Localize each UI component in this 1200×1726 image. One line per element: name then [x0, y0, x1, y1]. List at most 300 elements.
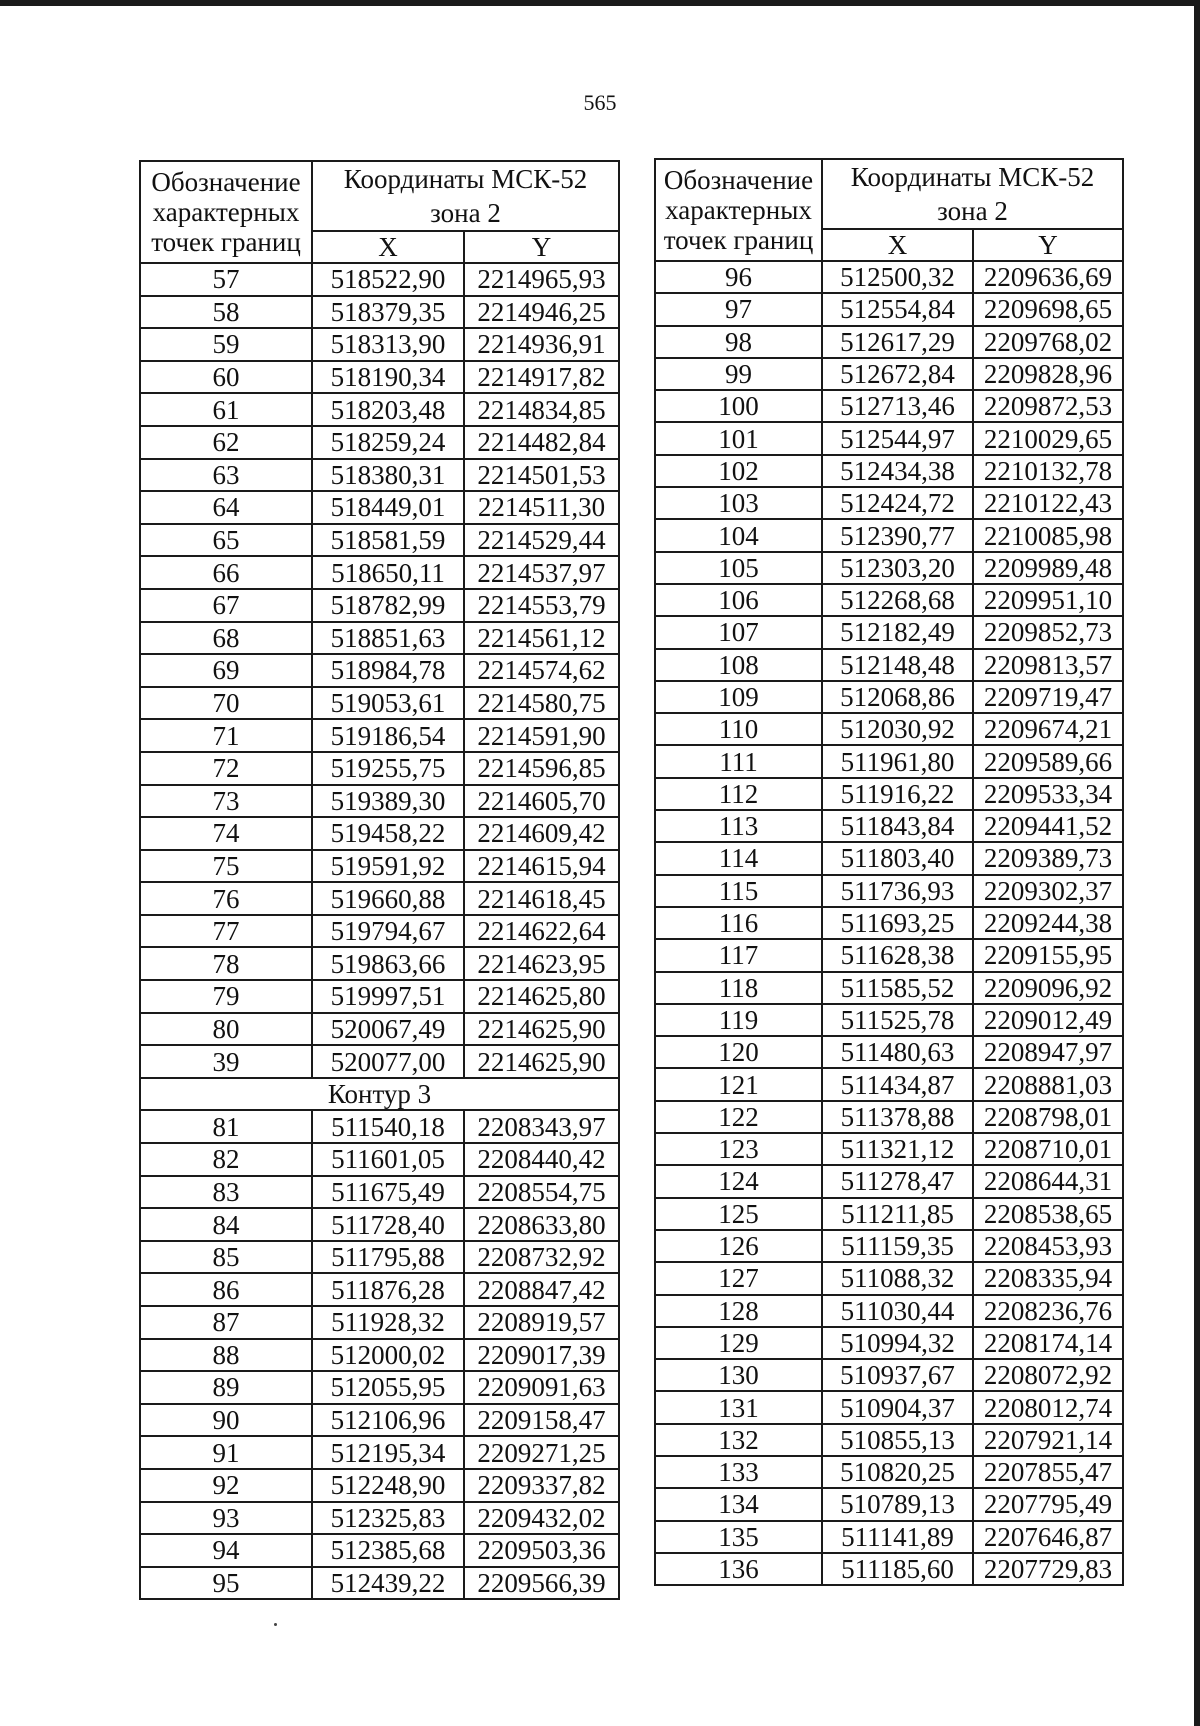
point-number-cell: 104 — [655, 519, 822, 551]
table-row — [655, 390, 1123, 422]
x-coordinate-cell: 512500,32 — [822, 261, 973, 293]
y-coordinate-cell: 2209244,38 — [973, 907, 1123, 939]
point-number-cell: 134 — [655, 1488, 822, 1520]
y-coordinate-cell: 2210122,43 — [973, 487, 1123, 519]
table-row — [140, 1143, 619, 1176]
point-number-cell: 95 — [140, 1567, 312, 1600]
x-coordinate-cell: 518190,34 — [312, 361, 464, 394]
x-coordinate-cell: 511480,63 — [822, 1036, 973, 1068]
y-coordinate-cell: 2207921,14 — [973, 1424, 1123, 1456]
column-header-x: X — [822, 229, 973, 261]
x-coordinate-cell: 518379,35 — [312, 296, 464, 329]
x-coordinate-cell: 512439,22 — [312, 1567, 464, 1600]
point-number-cell: 118 — [655, 972, 822, 1004]
x-coordinate-cell: 519660,88 — [312, 882, 464, 915]
y-coordinate-cell: 2210085,98 — [973, 519, 1123, 551]
y-coordinate-cell: 2208644,31 — [973, 1165, 1123, 1197]
table-row — [140, 654, 619, 687]
x-coordinate-cell: 519186,54 — [312, 719, 464, 752]
table-row — [140, 882, 619, 915]
point-number-cell: 122 — [655, 1101, 822, 1133]
y-coordinate-cell: 2214561,12 — [464, 622, 619, 655]
y-coordinate-cell: 2214618,45 — [464, 882, 619, 915]
point-number-cell: 94 — [140, 1534, 312, 1567]
column-header-point-label — [655, 159, 822, 261]
y-coordinate-cell: 2210029,65 — [973, 422, 1123, 454]
x-coordinate-cell: 512617,29 — [822, 326, 973, 358]
x-coordinate-cell: 518380,31 — [312, 459, 464, 492]
table-row — [655, 939, 1123, 971]
x-coordinate-cell: 519255,75 — [312, 752, 464, 785]
y-coordinate-cell: 2208174,14 — [973, 1327, 1123, 1359]
table-row — [655, 293, 1123, 325]
table-row — [655, 261, 1123, 293]
point-number-cell: 112 — [655, 778, 822, 810]
point-number-cell: 60 — [140, 361, 312, 394]
y-coordinate-cell: 2208538,65 — [973, 1198, 1123, 1230]
table-row — [655, 713, 1123, 745]
header-coords-line: зона 2 — [430, 198, 501, 228]
x-coordinate-cell: 512248,90 — [312, 1469, 464, 1502]
column-header-x: X — [312, 231, 464, 263]
point-number-cell: 74 — [140, 817, 312, 850]
point-number-cell: 92 — [140, 1469, 312, 1502]
x-coordinate-cell: 518650,11 — [312, 556, 464, 589]
table-row — [140, 1241, 619, 1274]
x-coordinate-cell: 512325,83 — [312, 1502, 464, 1535]
x-coordinate-cell: 511030,44 — [822, 1295, 973, 1327]
x-coordinate-cell: 512106,96 — [312, 1404, 464, 1437]
table-row — [655, 1295, 1123, 1327]
point-number-cell: 58 — [140, 296, 312, 329]
x-coordinate-cell: 511628,38 — [822, 939, 973, 971]
point-number-cell: 111 — [655, 745, 822, 777]
y-coordinate-cell: 2209091,63 — [464, 1371, 619, 1404]
y-coordinate-cell: 2214609,42 — [464, 817, 619, 850]
column-header-point-label — [140, 161, 312, 263]
table-row — [655, 681, 1123, 713]
x-coordinate-cell: 511141,89 — [822, 1521, 973, 1553]
point-number-cell: 89 — [140, 1371, 312, 1404]
x-coordinate-cell: 512030,92 — [822, 713, 973, 745]
y-coordinate-cell: 2209768,02 — [973, 326, 1123, 358]
x-coordinate-cell: 512148,48 — [822, 649, 973, 681]
point-number-cell: 71 — [140, 719, 312, 752]
y-coordinate-cell: 2214965,93 — [464, 263, 619, 296]
point-number-cell: 82 — [140, 1143, 312, 1176]
x-coordinate-cell: 511736,93 — [822, 875, 973, 907]
y-coordinate-cell: 2209012,49 — [973, 1004, 1123, 1036]
table-row — [140, 1567, 619, 1600]
x-coordinate-cell: 519997,51 — [312, 980, 464, 1013]
table-row — [140, 459, 619, 492]
x-coordinate-cell: 512385,68 — [312, 1534, 464, 1567]
table-row — [140, 393, 619, 426]
x-coordinate-cell: 512182,49 — [822, 616, 973, 648]
y-coordinate-cell: 2208072,92 — [973, 1359, 1123, 1391]
table-row — [140, 1110, 619, 1143]
table-row — [140, 947, 619, 980]
header-coords-line: Координаты МСК-52 — [850, 162, 1095, 192]
table-row — [140, 1208, 619, 1241]
y-coordinate-cell: 2209698,65 — [973, 293, 1123, 325]
table-row — [140, 1306, 619, 1339]
table-row — [140, 1339, 619, 1372]
x-coordinate-cell: 511728,40 — [312, 1208, 464, 1241]
y-coordinate-cell: 2214482,84 — [464, 426, 619, 459]
x-coordinate-cell: 511601,05 — [312, 1143, 464, 1176]
column-header-coordinates — [822, 159, 1123, 229]
y-coordinate-cell: 2207646,87 — [973, 1521, 1123, 1553]
x-coordinate-cell: 510904,37 — [822, 1391, 973, 1423]
table-row — [655, 875, 1123, 907]
table-row — [655, 1327, 1123, 1359]
y-coordinate-cell: 2209872,53 — [973, 390, 1123, 422]
x-coordinate-cell: 511185,60 — [822, 1553, 973, 1585]
y-coordinate-cell: 2208554,75 — [464, 1176, 619, 1209]
header-label-line: характерных — [152, 197, 300, 227]
y-coordinate-cell: 2209636,69 — [973, 261, 1123, 293]
x-coordinate-cell: 511795,88 — [312, 1241, 464, 1274]
point-number-cell: 86 — [140, 1273, 312, 1306]
y-coordinate-cell: 2208881,03 — [973, 1068, 1123, 1100]
point-number-cell: 115 — [655, 875, 822, 907]
table-row — [140, 719, 619, 752]
x-coordinate-cell: 510994,32 — [822, 1327, 973, 1359]
table-row — [140, 1502, 619, 1535]
table-row — [655, 422, 1123, 454]
table-row — [655, 649, 1123, 681]
y-coordinate-cell: 2214537,97 — [464, 556, 619, 589]
table-row — [655, 1553, 1123, 1585]
x-coordinate-cell: 511159,35 — [822, 1230, 973, 1262]
x-coordinate-cell: 512544,97 — [822, 422, 973, 454]
table-row — [140, 1469, 619, 1502]
y-coordinate-cell: 2209271,25 — [464, 1436, 619, 1469]
header-coords-line: зона 2 — [937, 196, 1008, 226]
y-coordinate-cell: 2207729,83 — [973, 1553, 1123, 1585]
x-coordinate-cell: 518203,48 — [312, 393, 464, 426]
y-coordinate-cell: 2214615,94 — [464, 850, 619, 883]
x-coordinate-cell: 511843,84 — [822, 810, 973, 842]
point-number-cell: 83 — [140, 1176, 312, 1209]
y-coordinate-cell: 2210132,78 — [973, 455, 1123, 487]
y-coordinate-cell: 2208440,42 — [464, 1143, 619, 1176]
y-coordinate-cell: 2214580,75 — [464, 687, 619, 720]
scan-speck — [274, 1623, 277, 1626]
point-number-cell: 84 — [140, 1208, 312, 1241]
y-coordinate-cell: 2209533,34 — [973, 778, 1123, 810]
table-row — [140, 524, 619, 557]
y-coordinate-cell: 2209589,66 — [973, 745, 1123, 777]
x-coordinate-cell: 511378,88 — [822, 1101, 973, 1133]
header-label-line: характерных — [665, 195, 812, 225]
table-row — [655, 1488, 1123, 1520]
y-coordinate-cell: 2209566,39 — [464, 1567, 619, 1600]
table-row — [140, 1273, 619, 1306]
table-row — [655, 1198, 1123, 1230]
y-coordinate-cell: 2208012,74 — [973, 1391, 1123, 1423]
x-coordinate-cell: 520067,49 — [312, 1013, 464, 1046]
table-row — [140, 491, 619, 524]
table-row — [655, 519, 1123, 551]
y-coordinate-cell: 2209951,10 — [973, 584, 1123, 616]
point-number-cell: 100 — [655, 390, 822, 422]
point-number-cell: 105 — [655, 552, 822, 584]
y-coordinate-cell: 2214623,95 — [464, 947, 619, 980]
point-number-cell: 106 — [655, 584, 822, 616]
table-row — [655, 552, 1123, 584]
table-row — [655, 1521, 1123, 1553]
page-number: 565 — [583, 90, 617, 115]
y-coordinate-cell: 2214605,70 — [464, 785, 619, 818]
point-number-cell: 108 — [655, 649, 822, 681]
point-number-cell: 136 — [655, 1553, 822, 1585]
x-coordinate-cell: 519389,30 — [312, 785, 464, 818]
x-coordinate-cell: 511803,40 — [822, 842, 973, 874]
point-number-cell: 131 — [655, 1391, 822, 1423]
x-coordinate-cell: 512713,46 — [822, 390, 973, 422]
x-coordinate-cell: 518522,90 — [312, 263, 464, 296]
table-row — [655, 1262, 1123, 1294]
x-coordinate-cell: 512672,84 — [822, 358, 973, 390]
table-row — [140, 785, 619, 818]
x-coordinate-cell: 512055,95 — [312, 1371, 464, 1404]
x-coordinate-cell: 511211,85 — [822, 1198, 973, 1230]
table-row — [140, 263, 619, 296]
table-row — [655, 1165, 1123, 1197]
table-row — [655, 358, 1123, 390]
table-row — [655, 1101, 1123, 1133]
y-coordinate-cell: 2209389,73 — [973, 842, 1123, 874]
y-coordinate-cell: 2208710,01 — [973, 1133, 1123, 1165]
x-coordinate-cell: 511525,78 — [822, 1004, 973, 1036]
x-coordinate-cell: 510855,13 — [822, 1424, 973, 1456]
point-number-cell: 109 — [655, 681, 822, 713]
table-row — [655, 1391, 1123, 1423]
point-number-cell: 129 — [655, 1327, 822, 1359]
point-number-cell: 110 — [655, 713, 822, 745]
table-row — [655, 810, 1123, 842]
table-row — [140, 1371, 619, 1404]
point-number-cell: 121 — [655, 1068, 822, 1100]
header-coords-line: Координаты МСК-52 — [343, 164, 588, 194]
y-coordinate-cell: 2209719,47 — [973, 681, 1123, 713]
table-row — [655, 1068, 1123, 1100]
point-number-cell: 59 — [140, 328, 312, 361]
x-coordinate-cell: 512390,77 — [822, 519, 973, 551]
x-coordinate-cell: 511321,12 — [822, 1133, 973, 1165]
point-number-cell: 73 — [140, 785, 312, 818]
x-coordinate-cell: 511693,25 — [822, 907, 973, 939]
table-row — [655, 1359, 1123, 1391]
point-number-cell: 114 — [655, 842, 822, 874]
point-number-cell: 81 — [140, 1110, 312, 1143]
point-number-cell: 72 — [140, 752, 312, 785]
point-number-cell: 79 — [140, 980, 312, 1013]
table-row — [655, 1004, 1123, 1036]
contour-label: Контур 3 — [140, 1078, 619, 1111]
table-row — [140, 1176, 619, 1209]
y-coordinate-cell: 2214511,30 — [464, 491, 619, 524]
table-row — [140, 1013, 619, 1046]
y-coordinate-cell: 2214834,85 — [464, 393, 619, 426]
y-coordinate-cell: 2209096,92 — [973, 972, 1123, 1004]
point-number-cell: 127 — [655, 1262, 822, 1294]
point-number-cell: 132 — [655, 1424, 822, 1456]
point-number-cell: 61 — [140, 393, 312, 426]
point-number-cell: 80 — [140, 1013, 312, 1046]
point-number-cell: 57 — [140, 263, 312, 296]
x-coordinate-cell: 512000,02 — [312, 1339, 464, 1372]
table-row — [140, 1045, 619, 1078]
y-coordinate-cell: 2209441,52 — [973, 810, 1123, 842]
x-coordinate-cell: 519053,61 — [312, 687, 464, 720]
point-number-cell: 133 — [655, 1456, 822, 1488]
y-coordinate-cell: 2214574,62 — [464, 654, 619, 687]
table-row — [140, 426, 619, 459]
x-coordinate-cell: 512068,86 — [822, 681, 973, 713]
table-row — [140, 328, 619, 361]
point-number-cell: 90 — [140, 1404, 312, 1437]
x-coordinate-cell: 518581,59 — [312, 524, 464, 557]
y-coordinate-cell: 2209155,95 — [973, 939, 1123, 971]
table-row — [655, 745, 1123, 777]
x-coordinate-cell: 518851,63 — [312, 622, 464, 655]
point-number-cell: 124 — [655, 1165, 822, 1197]
header-label-line: точек границ — [663, 225, 814, 255]
x-coordinate-cell: 512424,72 — [822, 487, 973, 519]
table-row — [140, 296, 619, 329]
column-header-y: Y — [464, 231, 619, 263]
table-row — [140, 752, 619, 785]
table-row — [655, 487, 1123, 519]
y-coordinate-cell: 2214625,80 — [464, 980, 619, 1013]
y-coordinate-cell: 2209017,39 — [464, 1339, 619, 1372]
table-row — [655, 972, 1123, 1004]
x-coordinate-cell: 518782,99 — [312, 589, 464, 622]
point-number-cell: 123 — [655, 1133, 822, 1165]
y-coordinate-cell: 2208453,93 — [973, 1230, 1123, 1262]
point-number-cell: 69 — [140, 654, 312, 687]
x-coordinate-cell: 511876,28 — [312, 1273, 464, 1306]
x-coordinate-cell: 511961,80 — [822, 745, 973, 777]
y-coordinate-cell: 2214625,90 — [464, 1013, 619, 1046]
x-coordinate-cell: 511540,18 — [312, 1110, 464, 1143]
point-number-cell: 39 — [140, 1045, 312, 1078]
header-label-line: точек границ — [151, 227, 301, 257]
point-number-cell: 130 — [655, 1359, 822, 1391]
x-coordinate-cell: 511675,49 — [312, 1176, 464, 1209]
point-number-cell: 70 — [140, 687, 312, 720]
x-coordinate-cell: 510789,13 — [822, 1488, 973, 1520]
x-coordinate-cell: 519794,67 — [312, 915, 464, 948]
table-row — [655, 455, 1123, 487]
y-coordinate-cell: 2208847,42 — [464, 1273, 619, 1306]
table-row — [140, 589, 619, 622]
x-coordinate-cell: 511088,32 — [822, 1262, 973, 1294]
table-row — [140, 1534, 619, 1567]
table-row — [140, 1404, 619, 1437]
point-number-cell: 87 — [140, 1306, 312, 1339]
x-coordinate-cell: 512303,20 — [822, 552, 973, 584]
y-coordinate-cell: 2209503,36 — [464, 1534, 619, 1567]
scan-border-right — [1194, 0, 1200, 1726]
y-coordinate-cell: 2209337,82 — [464, 1469, 619, 1502]
point-number-cell: 64 — [140, 491, 312, 524]
table-row — [655, 778, 1123, 810]
x-coordinate-cell: 511928,32 — [312, 1306, 464, 1339]
point-number-cell: 103 — [655, 487, 822, 519]
y-coordinate-cell: 2209432,02 — [464, 1502, 619, 1535]
table-row — [655, 1456, 1123, 1488]
point-number-cell: 88 — [140, 1339, 312, 1372]
x-coordinate-cell: 518259,24 — [312, 426, 464, 459]
x-coordinate-cell: 510820,25 — [822, 1456, 973, 1488]
y-coordinate-cell: 2209852,73 — [973, 616, 1123, 648]
x-coordinate-cell: 518984,78 — [312, 654, 464, 687]
point-number-cell: 97 — [655, 293, 822, 325]
y-coordinate-cell: 2214529,44 — [464, 524, 619, 557]
table-row — [140, 915, 619, 948]
table-row — [655, 1133, 1123, 1165]
x-coordinate-cell: 518449,01 — [312, 491, 464, 524]
point-number-cell: 67 — [140, 589, 312, 622]
column-header-coordinates — [312, 161, 619, 231]
table-row — [655, 842, 1123, 874]
x-coordinate-cell: 512434,38 — [822, 455, 973, 487]
header-label-line: Обозначение — [151, 167, 301, 197]
y-coordinate-cell: 2207855,47 — [973, 1456, 1123, 1488]
x-coordinate-cell: 512554,84 — [822, 293, 973, 325]
x-coordinate-cell: 519863,66 — [312, 947, 464, 980]
y-coordinate-cell: 2214622,64 — [464, 915, 619, 948]
point-number-cell: 125 — [655, 1198, 822, 1230]
x-coordinate-cell: 511278,47 — [822, 1165, 973, 1197]
point-number-cell: 76 — [140, 882, 312, 915]
point-number-cell: 75 — [140, 850, 312, 883]
y-coordinate-cell: 2209302,37 — [973, 875, 1123, 907]
y-coordinate-cell: 2208633,80 — [464, 1208, 619, 1241]
x-coordinate-cell: 512268,68 — [822, 584, 973, 616]
y-coordinate-cell: 2207795,49 — [973, 1488, 1123, 1520]
x-coordinate-cell: 520077,00 — [312, 1045, 464, 1078]
table-row — [655, 616, 1123, 648]
x-coordinate-cell: 510937,67 — [822, 1359, 973, 1391]
y-coordinate-cell: 2214501,53 — [464, 459, 619, 492]
table-row — [140, 850, 619, 883]
y-coordinate-cell: 2209813,57 — [973, 649, 1123, 681]
table-row — [655, 1424, 1123, 1456]
table-row — [655, 1230, 1123, 1262]
column-header-y: Y — [973, 229, 1123, 261]
point-number-cell: 85 — [140, 1241, 312, 1274]
table-row — [655, 326, 1123, 358]
table-row — [140, 556, 619, 589]
point-number-cell: 117 — [655, 939, 822, 971]
point-number-cell: 78 — [140, 947, 312, 980]
point-number-cell: 91 — [140, 1436, 312, 1469]
table-row — [140, 1436, 619, 1469]
y-coordinate-cell: 2214596,85 — [464, 752, 619, 785]
point-number-cell: 107 — [655, 616, 822, 648]
table-row — [140, 817, 619, 850]
point-number-cell: 135 — [655, 1521, 822, 1553]
point-number-cell: 62 — [140, 426, 312, 459]
y-coordinate-cell: 2208947,97 — [973, 1036, 1123, 1068]
point-number-cell: 63 — [140, 459, 312, 492]
point-number-cell: 126 — [655, 1230, 822, 1262]
